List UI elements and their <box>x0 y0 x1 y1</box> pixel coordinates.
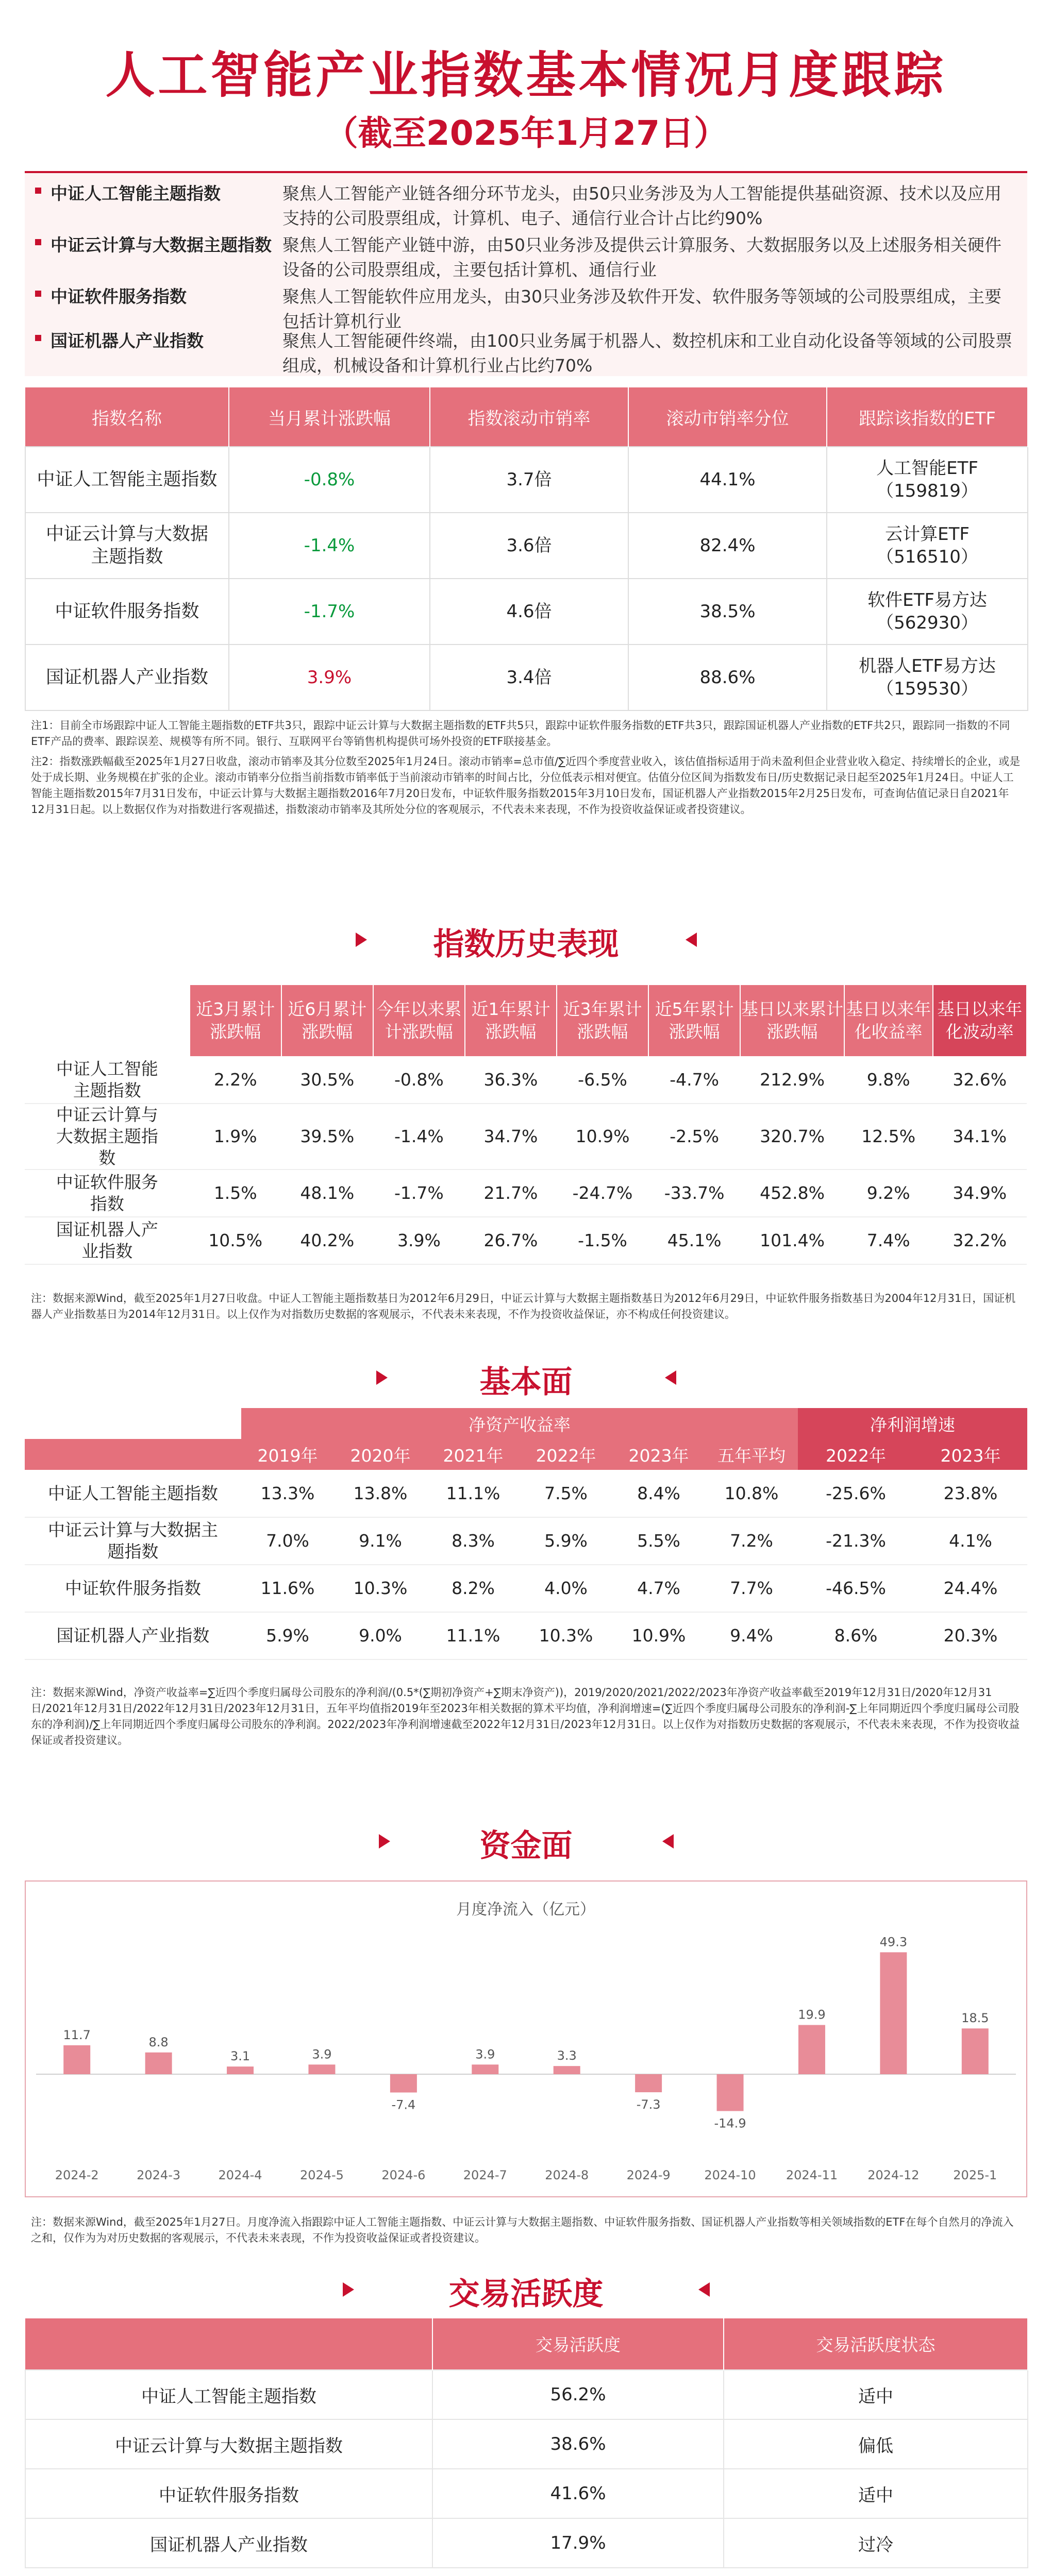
cell: 4.0% <box>520 1565 612 1612</box>
chart-bar <box>472 2064 498 2074</box>
chart-svg <box>26 1882 1026 2196</box>
header-spacer <box>25 985 190 1056</box>
data-label: -7.4 <box>391 2097 416 2112</box>
cell: -2.5% <box>648 1104 740 1170</box>
data-label: 3.9 <box>312 2047 332 2062</box>
data-label: 3.1 <box>230 2049 251 2064</box>
monthly-change: -0.8% <box>229 447 430 513</box>
column-header: 指数名称 <box>25 387 229 447</box>
activity-state: 过冷 <box>724 2518 1028 2568</box>
cell: 5.9% <box>241 1612 334 1659</box>
column-header: 交易活跃度状态 <box>724 2318 1028 2370</box>
cell: 9.2% <box>844 1170 933 1217</box>
ps-percentile: 88.6% <box>628 645 827 710</box>
data-label: 3.9 <box>475 2047 495 2062</box>
footnote: 注1：目前全市场跟踪中证人工智能主题指数的ETF共3只，跟踪中证云计算与大数据主题指数的ETF共5只，跟踪中证软件服务指数的ETF共3只，跟踪国证机器人产业指数的ETF共2只，跟踪同一指数的不同ETF产品的费率、跟踪误差、规模等有所不同。银行、互联网平台等销售机构提供可场外投资的ETF联接基金。 <box>31 719 1010 748</box>
cell: 40.2% <box>281 1217 373 1264</box>
column-header: 2022年 <box>520 1439 612 1470</box>
cell: 7.4% <box>844 1217 933 1264</box>
index-name: 中证软件服务指数 <box>25 579 229 645</box>
cell: -1.5% <box>557 1217 648 1264</box>
intro-index-desc: 聚焦人工智能硬件终端，由100只业务属于机器人、数控机床和工业自动化设备等领域的公司股票组成，机械设备和计算机行业占比约70% <box>282 331 1012 376</box>
column-header: 当月累计涨跌幅 <box>229 387 430 447</box>
intro-index-name: 中证人工智能主题指数 <box>51 183 221 204</box>
table-group-header-row <box>25 1408 1027 1439</box>
cell: -6.5% <box>557 1056 648 1104</box>
table-row <box>25 645 1028 710</box>
cell: 10.8% <box>705 1470 798 1517</box>
table-row <box>25 1170 1027 1217</box>
x-tick-label: 2024-10 <box>704 2168 756 2182</box>
data-label: 11.7 <box>63 2027 91 2042</box>
index-name <box>25 1170 190 1217</box>
column-header <box>25 2318 432 2370</box>
cell: 9.8% <box>844 1056 933 1104</box>
section-title: 交易活跃度 <box>448 2276 604 2312</box>
x-tick-label: 2024-3 <box>137 2168 181 2182</box>
group-header-roe: 净资产收益率 <box>241 1408 798 1439</box>
etf-code: （516510） <box>876 547 978 567</box>
cell: 32.6% <box>933 1056 1027 1104</box>
table-header-row <box>25 1439 1027 1470</box>
cell: 320.7% <box>740 1104 844 1170</box>
column-header: 今年以来累计涨跌幅 <box>373 985 465 1056</box>
table-row <box>25 2419 1028 2469</box>
etf-cell <box>827 579 1028 645</box>
index-name-text: 中证人工智能主题指数 <box>56 1058 158 1100</box>
index-name <box>25 1517 241 1565</box>
table-header-row <box>25 2318 1028 2370</box>
x-tick-label: 2024-9 <box>626 2168 671 2182</box>
column-header: 指数滚动市销率 <box>430 387 628 447</box>
chart-bar <box>390 2074 417 2093</box>
cell: 1.5% <box>190 1170 281 1217</box>
column-header: 交易活跃度 <box>432 2318 724 2370</box>
chart-bar <box>962 2028 989 2074</box>
etf-name: 软件ETF易方达 <box>867 590 987 611</box>
cell: -1.4% <box>373 1104 465 1170</box>
cell: 10.3% <box>334 1565 427 1612</box>
index-name: 中证云计算与大数据主题指数 <box>25 2419 432 2469</box>
column-header: 2023年 <box>914 1439 1027 1470</box>
cell: 4.1% <box>914 1517 1027 1565</box>
cell: 7.0% <box>241 1517 334 1565</box>
ps-percentile: 44.1% <box>628 447 827 513</box>
section-title: 资金面 <box>479 1828 573 1864</box>
bullet-icon <box>35 335 41 341</box>
table-row <box>25 1612 1027 1659</box>
cell: 7.5% <box>520 1470 612 1517</box>
data-label: 19.9 <box>798 2007 826 2022</box>
etf-name: 云计算ETF <box>885 524 970 545</box>
cell: -4.7% <box>648 1056 740 1104</box>
ps-ratio: 3.4倍 <box>430 645 628 710</box>
cell: 8.6% <box>798 1612 914 1659</box>
cell: -21.3% <box>798 1517 914 1565</box>
x-tick-label: 2025-1 <box>953 2168 997 2182</box>
cell: 10.3% <box>520 1612 612 1659</box>
monthly-change: -1.7% <box>229 579 430 645</box>
table-row <box>25 447 1028 513</box>
chart-bar <box>227 2066 254 2074</box>
cell: 39.5% <box>281 1104 373 1170</box>
column-header: 基日以来年化波动率 <box>933 985 1027 1056</box>
cell: 13.3% <box>241 1470 334 1517</box>
etf-cell <box>827 447 1028 513</box>
activity-state: 适中 <box>724 2370 1028 2419</box>
activity-value: 56.2% <box>432 2370 724 2419</box>
chart-title: 月度净流入（亿元） <box>456 1901 595 1919</box>
index-name-text: 中证云计算与大数据主题指数 <box>56 1105 158 1168</box>
index-name: 中证软件服务指数 <box>25 1565 241 1612</box>
index-name: 国证机器人产业指数 <box>25 645 229 710</box>
cell: 30.5% <box>281 1056 373 1104</box>
data-label: 3.3 <box>557 2048 577 2063</box>
cell: 34.9% <box>933 1170 1027 1217</box>
table-row <box>25 579 1028 645</box>
cell: 10.9% <box>557 1104 648 1170</box>
etf-name: 机器人ETF易方达 <box>859 656 996 676</box>
activity-state: 适中 <box>724 2469 1028 2518</box>
table-row <box>25 1056 1027 1104</box>
cell: 5.5% <box>612 1517 705 1565</box>
cell: 7.2% <box>705 1517 798 1565</box>
chart-bar <box>63 2045 90 2074</box>
index-name: 中证人工智能主题指数 <box>25 1470 241 1517</box>
cell: 7.7% <box>705 1565 798 1612</box>
performance-table <box>25 985 1027 1265</box>
index-name-text: 国证机器人产业指数 <box>56 1219 158 1261</box>
header-spacer <box>25 1408 241 1439</box>
column-header: 基日以来年化收益率 <box>844 985 933 1056</box>
x-tick-label: 2024-5 <box>299 2168 344 2182</box>
cell: -33.7% <box>648 1170 740 1217</box>
footnote: 注：数据来源Wind，截至2025年1月27日收盘。中证人工智能主题指数基日为2012年6月29日，中证云计算与大数据主题指数基日为2012年6月29日，中证软件服务指数基日为2004年12月31日，国证机器人产业指数基日为2014年12月31日。以上仅作为对指数历史数据的客观展示，不代表未来表现，不作为投资收益保证，亦不构成任何投资建议。 <box>31 1292 1016 1320</box>
cell: 9.0% <box>334 1612 427 1659</box>
index-name-text: 中证云计算与大数据主题指数 <box>48 1520 218 1562</box>
cell: 11.6% <box>241 1565 334 1612</box>
footnote: 注2：指数涨跌幅截至2025年1月27日收盘，滚动市销率及其分位数至2025年1月24日。滚动市销率=总市值/∑近四个季度营业收入，该估值指标适用于尚未盈利但企业营业收入稳定、持续增长的企业，或是处于成长期、业务规模在扩张的企业。滚动市销率分位指当前指数市销率低于当前滚动市销率的时间占比，分位低表示相对便宜。估值分位区间为指数发布日/历史数据记录日起至2025年1月24日。中证人工智能主题指数2015年7月31日发布，中证云计算与大数据主题指数2016年7月20日发布，中证软件服务指数2015年3月10日发布，国证机器人产业指数2015年2月25日发布，可查询估值记录日自2021年12月31日起。以上数据仅作为对指数进行客观描述，指数滚动市销率及其所处分位的客观展示，不代表未来表现，不作为投资收益保证或者投资建议。 <box>31 755 1021 816</box>
group-header-profit-growth: 净利润增速 <box>798 1408 1027 1439</box>
fundamentals-table <box>25 1408 1027 1660</box>
cell: -1.7% <box>373 1170 465 1217</box>
cell: 13.8% <box>334 1470 427 1517</box>
etf-cell <box>827 645 1028 710</box>
cell: 34.1% <box>933 1104 1027 1170</box>
column-header: 近5年累计涨跌幅 <box>648 985 740 1056</box>
cell: 8.4% <box>612 1470 705 1517</box>
column-header: 跟踪该指数的ETF <box>827 387 1028 447</box>
table-row <box>25 1517 1027 1565</box>
ps-ratio: 4.6倍 <box>430 579 628 645</box>
intro-index-name: 中证云计算与大数据主题指数 <box>51 235 272 255</box>
table-row <box>25 2370 1028 2419</box>
column-header: 2021年 <box>427 1439 520 1470</box>
cell: -46.5% <box>798 1565 914 1612</box>
index-name: 国证机器人产业指数 <box>25 2518 432 2568</box>
x-tick-label: 2024-7 <box>463 2168 507 2182</box>
chart-bar <box>635 2074 662 2092</box>
triangle-left-icon <box>698 2282 710 2297</box>
cell: 452.8% <box>740 1170 844 1217</box>
monthly-change: 3.9% <box>229 645 430 710</box>
etf-code: （159530） <box>876 679 978 699</box>
activity-value: 38.6% <box>432 2419 724 2469</box>
cell: 11.1% <box>427 1612 520 1659</box>
cell: 10.5% <box>190 1217 281 1264</box>
ps-ratio: 3.6倍 <box>430 513 628 579</box>
activity-value: 41.6% <box>432 2469 724 2518</box>
x-tick-label: 2024-2 <box>55 2168 99 2182</box>
intro-index-desc: 聚焦人工智能软件应用龙头，由30只业务涉及软件开发、软件服务等领域的公司股票组成，主要包括计算机行业 <box>282 286 1001 331</box>
cell: 9.1% <box>334 1517 427 1565</box>
cell: -0.8% <box>373 1056 465 1104</box>
table-row <box>25 1217 1027 1264</box>
column-header: 2023年 <box>612 1439 705 1470</box>
ps-percentile: 38.5% <box>628 579 827 645</box>
footnote: 注：数据来源Wind，截至2025年1月27日。月度净流入指跟踪中证人工智能主题指数、中证云计算与大数据主题指数、中证软件服务指数、国证机器人产业指数等相关领域指数的ETF在每个自然月的净流入之和，仅作为为对历史数据的客观展示，不代表未来表现，不作为投资收益保证或者投资建议。 <box>31 2216 1014 2244</box>
column-header: 近3月累计涨跌幅 <box>190 985 281 1056</box>
cell: 20.3% <box>914 1612 1027 1659</box>
column-header: 2022年 <box>798 1439 914 1470</box>
column-header: 2020年 <box>334 1439 427 1470</box>
etf-cell <box>827 513 1028 579</box>
x-tick-label: 2024-11 <box>786 2168 838 2182</box>
intro-index-desc: 聚焦人工智能产业链各细分环节龙头，由50只业务涉及为人工智能提供基础资源、技术以及应用支持的公司股票组成，计算机、电子、通信行业合计占比约90% <box>282 183 1001 228</box>
table-row <box>25 2518 1028 2568</box>
etf-code: （562930） <box>876 613 978 633</box>
intro-index-name: 中证软件服务指数 <box>51 286 187 307</box>
intro-index-name: 国证机器人产业指数 <box>51 331 204 351</box>
index-name-text: 中证云计算与大数据主题指数 <box>45 524 208 567</box>
index-name <box>25 513 229 579</box>
data-label: 8.8 <box>148 2035 169 2049</box>
cell: 212.9% <box>740 1056 844 1104</box>
index-name: 中证人工智能主题指数 <box>25 2370 432 2419</box>
table-row <box>25 1104 1027 1170</box>
x-tick-label: 2024-12 <box>867 2168 920 2182</box>
triangle-left-icon <box>662 1834 674 1849</box>
data-label: 18.5 <box>961 2011 989 2026</box>
fund-flow-chart <box>25 1880 1027 2197</box>
activity-state: 偏低 <box>724 2419 1028 2469</box>
intro-index-desc: 聚焦人工智能产业链中游，由50只业务涉及提供云计算服务、大数据服务以及上述服务相关硬件设备的公司股票组成，主要包括计算机、通信行业 <box>282 235 1001 280</box>
etf-code: （159819） <box>876 481 978 501</box>
intro-box <box>25 171 1027 376</box>
index-name <box>25 1104 190 1170</box>
table-row <box>25 1470 1027 1517</box>
cell: 4.7% <box>612 1565 705 1612</box>
chart-bar <box>554 2066 580 2074</box>
column-header: 近3年累计涨跌幅 <box>557 985 648 1056</box>
section-title: 基本面 <box>479 1364 573 1400</box>
index-name: 中证人工智能主题指数 <box>25 447 229 513</box>
cell: 10.9% <box>612 1612 705 1659</box>
cell: 12.5% <box>844 1104 933 1170</box>
table-header-row <box>25 387 1028 447</box>
index-name <box>25 1056 190 1104</box>
table-row <box>25 1565 1027 1612</box>
column-header: 近1年累计涨跌幅 <box>465 985 557 1056</box>
cell: 3.9% <box>373 1217 465 1264</box>
bullet-icon <box>35 188 41 194</box>
data-label: 49.3 <box>879 1935 908 1950</box>
cell: -24.7% <box>557 1170 648 1217</box>
activity-value: 17.9% <box>432 2518 724 2568</box>
footnote: 注：数据来源Wind，净资产收益率=∑近四个季度归属母公司股东的净利润/(0.5*(∑期初净资产+∑期末净资产))，2019/2020/2021/2022/2023年净资产收益率截至2019年12月31日/2020年12月31日/2021年12月31日/2022年12月31日/2023年12月31日，五年平均值指2019年至2023年相关数据的算术平均值，净利润增速=(∑近四个季度归属母公司股东的净利润-∑上年同期近四个季度归属母公司股东的净利润)/∑上年同期近四个季度归属母公司股东的净利润。2022/2023年净利润增速截至2022年12月31日/2023年12月31日。以上仅作为对指数历史数据的客观展示，不代表未来表现，不作为投资收益保证或者投资建议。 <box>31 1686 1020 1747</box>
index-name: 国证机器人产业指数 <box>25 1612 241 1659</box>
table-row <box>25 513 1028 579</box>
cell: 8.3% <box>427 1517 520 1565</box>
cell: 21.7% <box>465 1170 557 1217</box>
triangle-left-icon <box>665 1370 676 1385</box>
header-spacer <box>25 1439 241 1470</box>
cell: 36.3% <box>465 1056 557 1104</box>
x-tick-label: 2024-6 <box>381 2168 426 2182</box>
cell: 45.1% <box>648 1217 740 1264</box>
column-header: 2019年 <box>241 1439 334 1470</box>
ps-percentile: 82.4% <box>628 513 827 579</box>
section-title: 指数历史表现 <box>433 926 619 962</box>
table-row <box>25 2469 1028 2518</box>
bullet-icon <box>35 239 41 245</box>
monthly-change: -1.4% <box>229 513 430 579</box>
valuation-table <box>25 387 1028 711</box>
cell: 101.4% <box>740 1217 844 1264</box>
index-name-text: 中证软件服务指数 <box>56 1172 158 1214</box>
bullet-icon <box>35 291 41 297</box>
triangle-left-icon <box>686 933 697 947</box>
cell: 1.9% <box>190 1104 281 1170</box>
cell: 32.2% <box>933 1217 1027 1264</box>
chart-bar <box>717 2074 744 2111</box>
column-header: 滚动市销率分位 <box>628 387 827 447</box>
data-label: -14.9 <box>714 2116 746 2131</box>
cell: 9.4% <box>705 1612 798 1659</box>
cell: 23.8% <box>914 1470 1027 1517</box>
page-title: 人工智能产业指数基本情况月度跟踪 <box>105 46 947 104</box>
data-label: -7.3 <box>636 2097 661 2112</box>
index-name: 中证软件服务指数 <box>25 2469 432 2518</box>
cell: 48.1% <box>281 1170 373 1217</box>
cell: 34.7% <box>465 1104 557 1170</box>
cell: 5.9% <box>520 1517 612 1565</box>
x-tick-label: 2024-8 <box>545 2168 589 2182</box>
ps-ratio: 3.7倍 <box>430 447 628 513</box>
cell: 11.1% <box>427 1470 520 1517</box>
table-header-row <box>25 985 1027 1056</box>
cell: 24.4% <box>914 1565 1027 1612</box>
cell: 2.2% <box>190 1056 281 1104</box>
chart-bar <box>798 2025 825 2074</box>
cell: 26.7% <box>465 1217 557 1264</box>
chart-bar <box>880 1952 907 2074</box>
column-header: 五年平均 <box>705 1439 798 1470</box>
page-subtitle: （截至2025年1月27日） <box>324 113 728 153</box>
cell: 8.2% <box>427 1565 520 1612</box>
index-name <box>25 1217 190 1264</box>
activity-table <box>25 2318 1028 2568</box>
cell: -25.6% <box>798 1470 914 1517</box>
x-tick-label: 2024-4 <box>218 2168 262 2182</box>
chart-bar <box>145 2053 172 2074</box>
column-header: 近6月累计涨跌幅 <box>281 985 373 1056</box>
etf-name: 人工智能ETF <box>876 458 978 479</box>
column-header: 基日以来累计涨跌幅 <box>740 985 844 1056</box>
chart-bar <box>308 2064 335 2074</box>
